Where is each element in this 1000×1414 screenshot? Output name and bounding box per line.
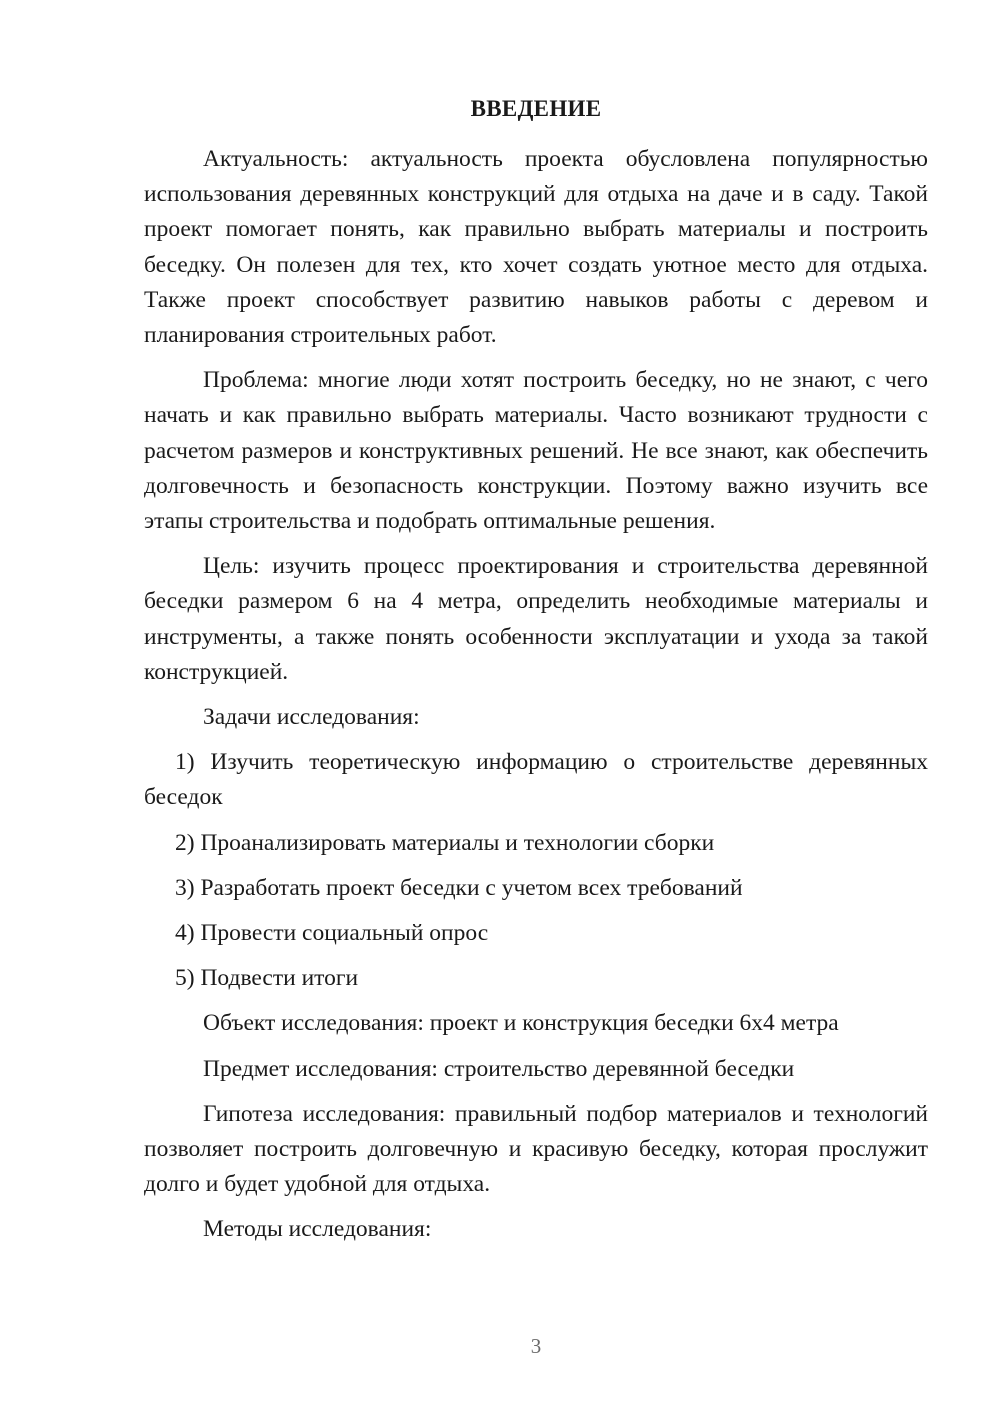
task-item-1: 1) Изучить теоретическую информацию о строительстве деревянных беседок xyxy=(144,749,928,811)
object-paragraph: Объект исследования: проект и конструкция беседки 6х4 метра xyxy=(203,1010,839,1037)
task-item-2: 2) Проанализировать материалы и технологии сборки xyxy=(175,829,715,856)
subject-paragraph: Предмет исследования: строительство деревянной беседки xyxy=(203,1055,795,1082)
section-title: ВВЕДЕНИЕ xyxy=(470,96,602,121)
document-body xyxy=(144,142,928,1258)
task-item-3: 3) Разработать проект беседки с учетом всех требований xyxy=(175,874,743,901)
task-item-4: 4) Провести социальный опрос xyxy=(175,920,489,947)
relevance-paragraph: Актуальность: актуальность проекта обусловлена популярностью использования деревянных конструкций для отдыха на даче и в саду. Такой проект помогает понять, как правильно выбрать материалы и построить беседку. Он полезен для тех, кто хочет создать уютное место для отдыха. Также проект способствует развитию навыков работы с деревом и планирования строительных работ. xyxy=(144,146,928,349)
methods-heading: Методы исследования: xyxy=(203,1216,432,1243)
tasks-heading: Задачи исследования: xyxy=(203,704,420,731)
goal-paragraph: Цель: изучить процесс проектирования и строительства деревянной беседки размером 6 на 4 метра, определить необходимые материалы и инструменты, а также понять особенности эксплуатации и ухода за такой конструкцией. xyxy=(144,553,928,685)
page-number: 3 xyxy=(530,1334,542,1358)
task-item-5: 5) Подвести итоги xyxy=(175,965,359,992)
problem-paragraph: Проблема: многие люди хотят построить беседку, но не знают, с чего начать и как правильно выбрать материалы. Часто возникают трудности с расчетом размеров и конструктивных решений. Не все знают, как обеспечить долговечность и безопасность конструкции. Поэтому важно изучить все этапы строительства и подобрать оптимальные решения. xyxy=(144,367,928,535)
hypothesis-paragraph: Гипотеза исследования: правильный подбор материалов и технологий позволяет построить долговечную и красивую беседку, которая прослужит долго и будет удобной для отдыха. xyxy=(144,1100,928,1198)
